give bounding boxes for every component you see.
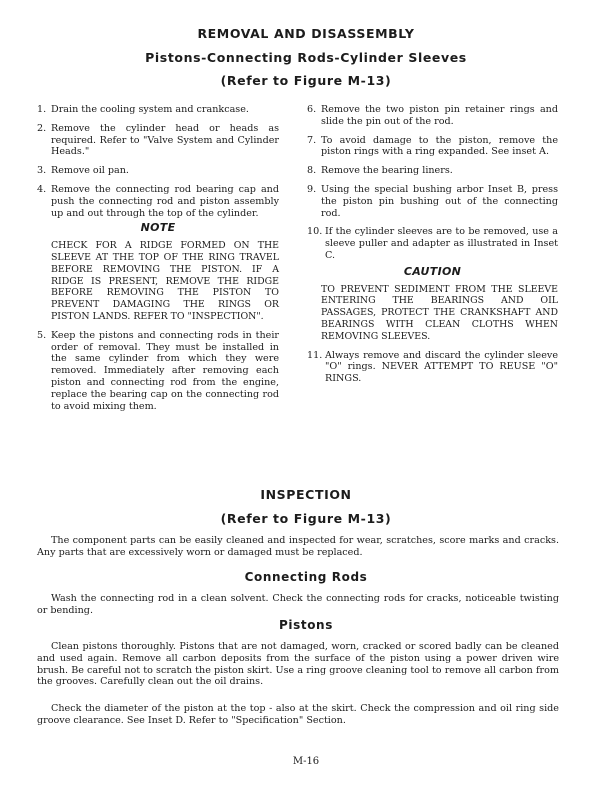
connecting-rods-text: Wash the connecting rod in a clean solvent. Check the connecting rods for cracks, noticeable twisting or bending. <box>37 593 559 616</box>
list-item <box>307 165 558 177</box>
item-text: Remove the connecting rod bearing cap and push the connecting rod and piston assembly up and out through the top of the cylinder. <box>51 183 279 219</box>
inspection-intro: The component parts can be easily cleaned and inspected for wear, scratches, score marks and cracks. Any parts that are excessively worn or damaged must be replaced. <box>37 535 559 558</box>
item-number: 9. <box>307 183 317 195</box>
inspection-title: INSPECTION <box>260 487 352 502</box>
item-text: If the cylinder sleeves are to be removed, use a sleeve puller and adapter as illustrated in Inset C. <box>325 226 558 261</box>
item-number: 6. <box>307 104 317 115</box>
item-number: 1. <box>37 104 47 115</box>
item-text: Keep the pistons and connecting rods in their order of removal. They must be installed in the same cylinder from which they were removed. Immediately after removing each piston and connecting rod from the engine, replace the bearing cap on the connecting rod to avoid mixing them. <box>51 329 279 412</box>
list-item <box>37 165 279 177</box>
right-column <box>307 104 558 392</box>
item-text: Always remove and discard the cylinder sleeve "O" rings. NEVER ATTEMPT TO REUSE "O" RINGS. <box>325 349 558 385</box>
page-number: M-16 <box>292 756 320 767</box>
list-item <box>37 330 279 413</box>
pistons-heading: Pistons <box>279 618 333 632</box>
connecting-rods-heading: Connecting Rods <box>244 570 368 584</box>
list-item <box>307 350 558 385</box>
item-number: 2. <box>37 122 47 134</box>
list-item <box>37 184 279 219</box>
pistons-check-text: Check the diameter of the piston at the top - also at the skirt. Check the compression and oil ring side groove clearance. See Inset D. Refer to "Specification" Section. <box>37 703 559 726</box>
item-text: To avoid damage to the piston, remove the piston rings with a ring expanded. See inset A. <box>321 134 558 158</box>
list-item <box>37 123 279 158</box>
item-text: Drain the cooling system and crankcase. <box>51 104 249 115</box>
item-text: Remove the bearing liners. <box>321 165 453 177</box>
item-text: Using the special bushing arbor Inset B, press the piston pin bushing out of the connecting rod. <box>321 183 558 219</box>
list-item <box>307 104 558 128</box>
left-column <box>37 104 279 419</box>
item-number: 7. <box>307 134 317 146</box>
item-number: 11. <box>307 349 323 361</box>
list-item <box>307 135 558 159</box>
inspection-reference: (Refer to Figure M-13) <box>220 511 392 526</box>
list-item <box>307 226 558 261</box>
pistons-text: Clean pistons thoroughly. Pistons that are not damaged, worn, cracked or scored badly can be cleaned and used again. Remove all carbon deposits from the surface of the piston using a power driven wire brush. Be careful not to scratch the piston skirt. Use a ring groove cleaning tool to remove all carbon from the grooves. Carefully clean out the oil drains. <box>37 641 559 688</box>
note-heading: NOTE <box>140 221 176 235</box>
item-number: 10. <box>307 226 323 238</box>
list-item <box>37 104 279 116</box>
caution-heading: CAUTION <box>403 264 462 278</box>
caution-text: TO PREVENT SEDIMENT FROM THE SLEEVE ENTERING THE BEARINGS AND OIL PASSAGES, PROTECT THE CRANKSHAFT AND BEARINGS WITH CLEAN CLOTHS WHEN REMOVING SLEEVES. <box>321 283 558 342</box>
page-title: REMOVAL AND DISASSEMBLY <box>197 26 415 41</box>
item-text: Remove oil pan. <box>51 165 129 177</box>
note-text: CHECK FOR A RIDGE FORMED ON THE SLEEVE AT THE TOP OF THE RING TRAVEL BEFORE REMOVING THE PISTON. IF A RIDGE IS PRESENT, REMOVE THE RIDGE BEFORE REMOVING THE PISTON TO PREVENT DAMAGING THE RINGS OR PISTON LANDS. REFER TO "INSPECTION". <box>51 240 279 322</box>
item-number: 8. <box>307 165 317 177</box>
item-number: 4. <box>37 183 47 195</box>
item-number: 5. <box>37 329 47 341</box>
item-text: Remove the cylinder head or heads as required. Refer to "Valve System and Cylinder Heads." <box>51 122 279 158</box>
item-number: 3. <box>37 165 47 177</box>
figure-reference: (Refer to Figure M-13) <box>220 73 392 88</box>
list-item <box>307 184 558 219</box>
page-subtitle: Pistons-Connecting Rods-Cylinder Sleeves <box>145 50 467 65</box>
item-text: Remove the two piston pin retainer rings and slide the pin out of the rod. <box>321 104 558 127</box>
